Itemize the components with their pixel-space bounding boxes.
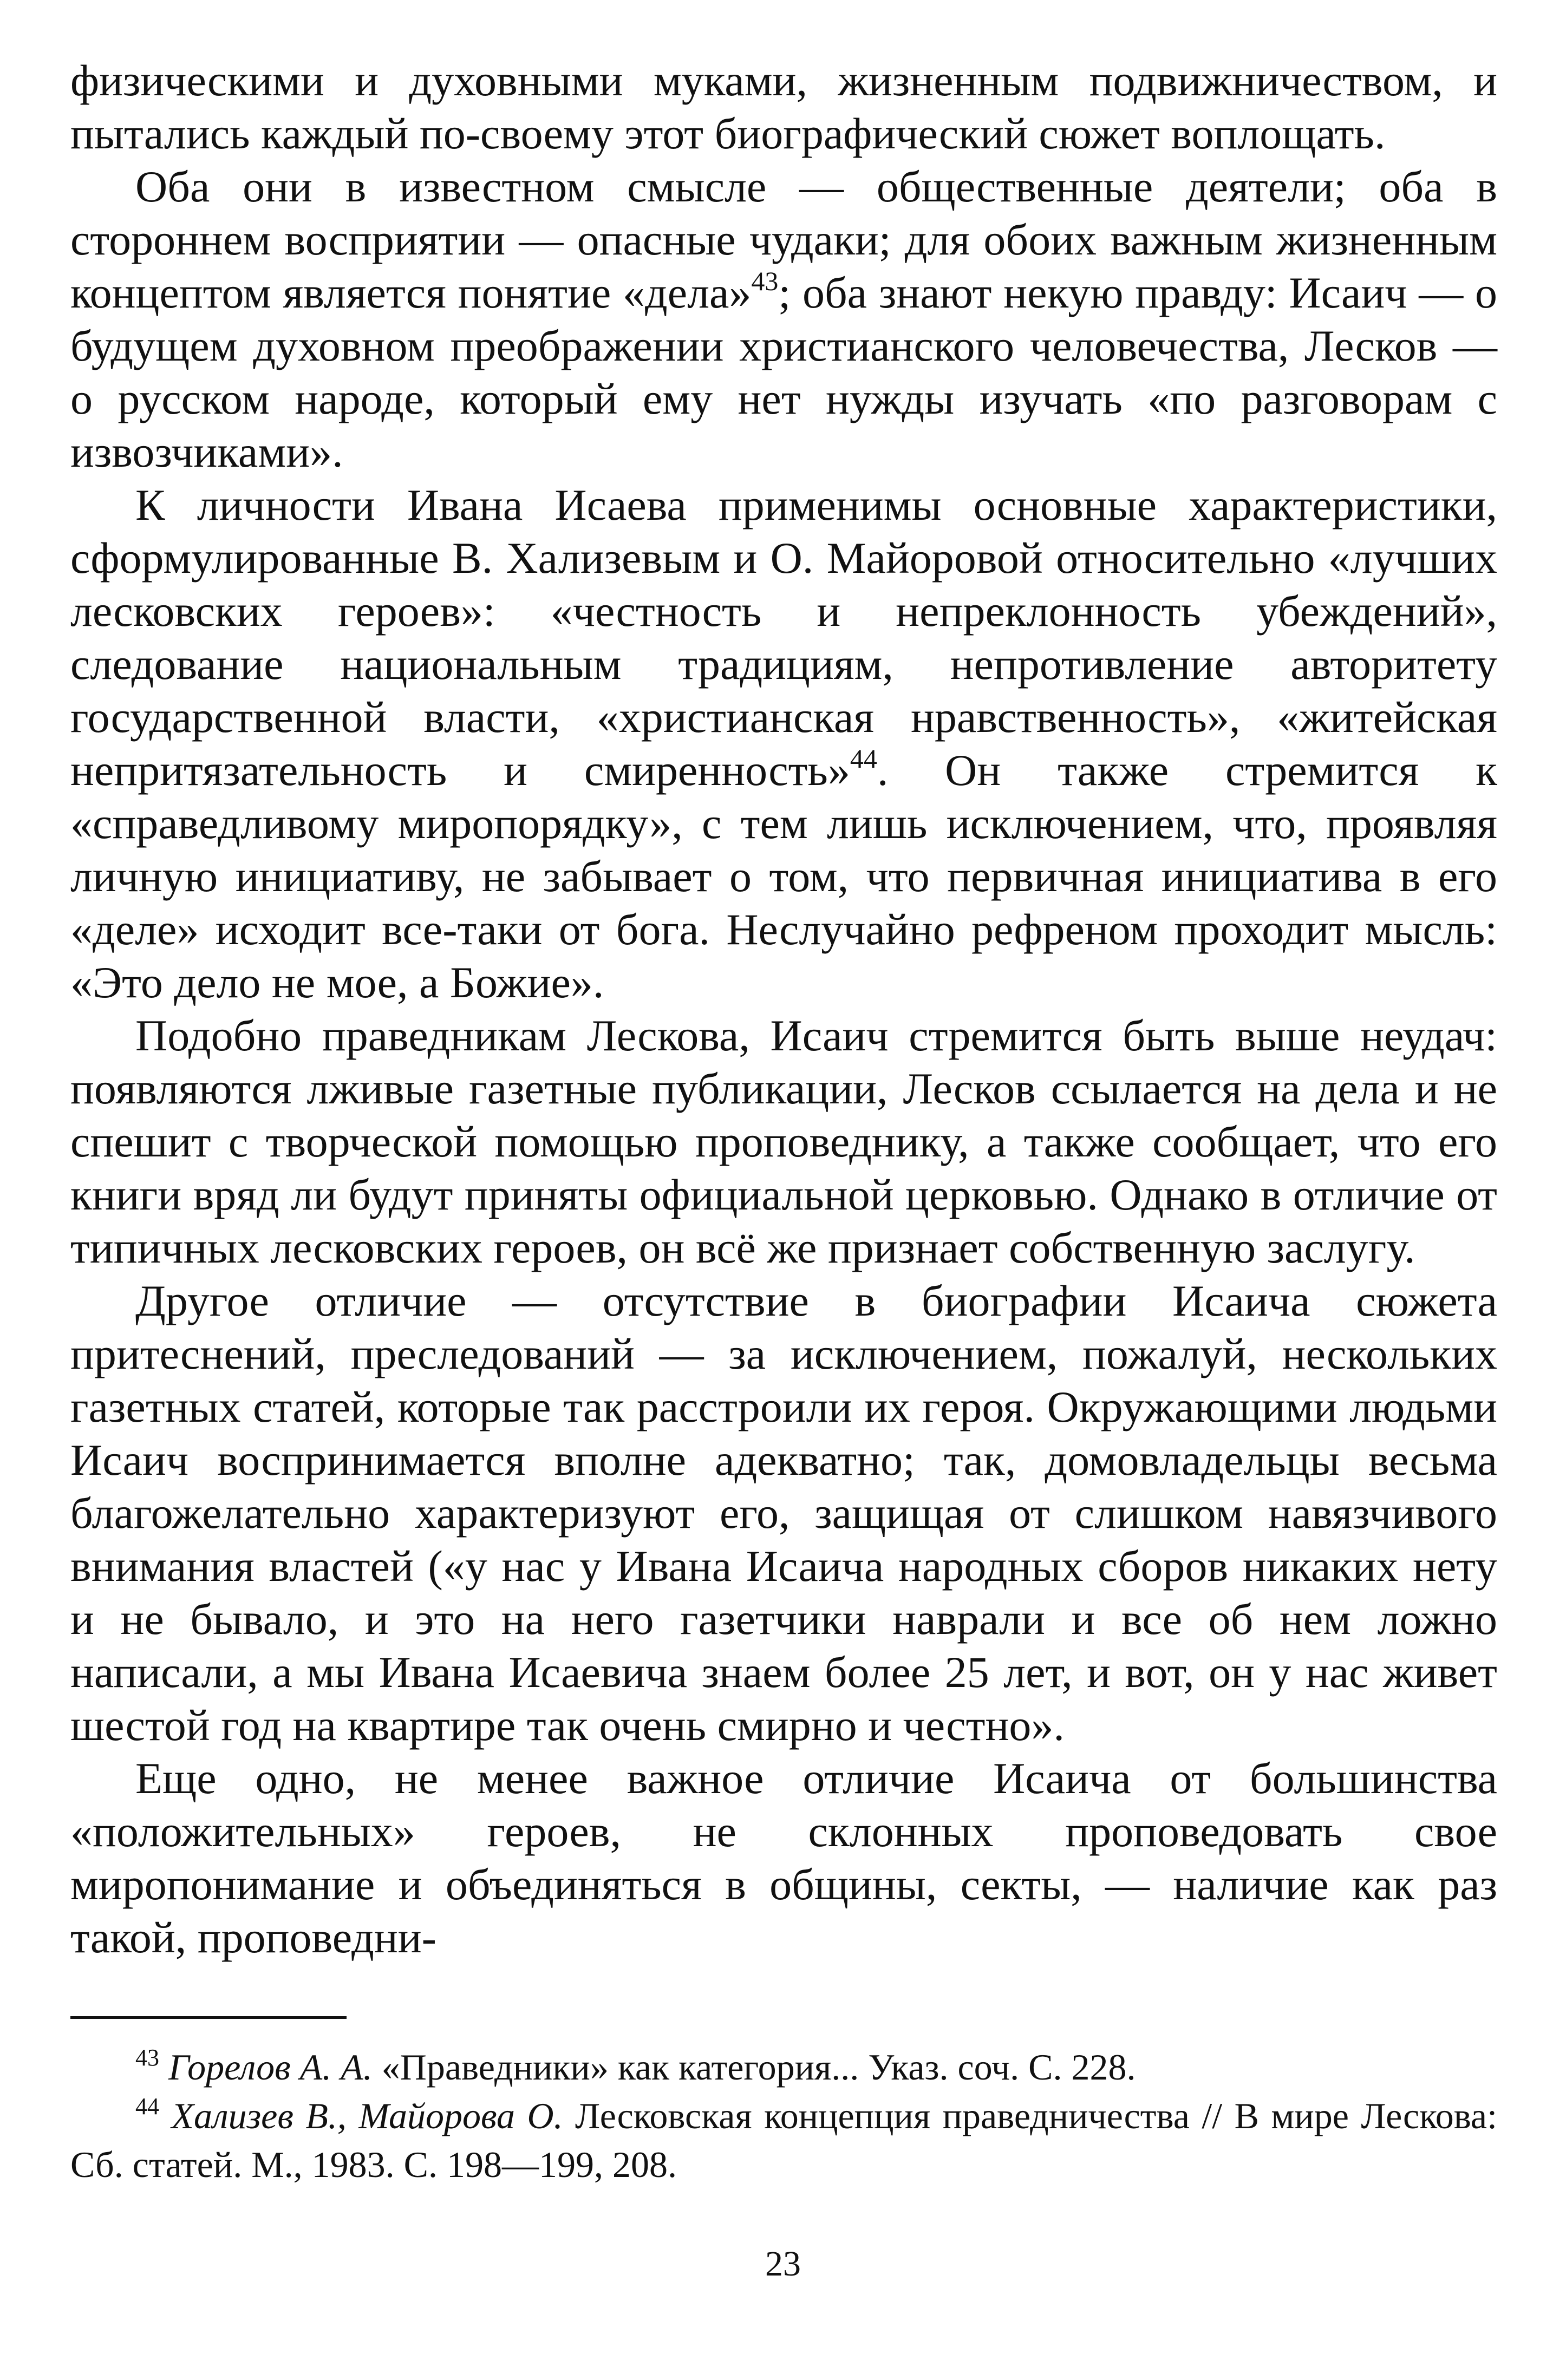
footnote-ref-43[interactable]: 43 [751,266,779,296]
paragraph-2 [70,160,1497,479]
footnote-44-author: Хализев В., Майорова О. [171,2095,563,2136]
paragraph-6-text: Еще одно, не менее важное отличие Исаича от большинства «положительных» героев, не склонных проповедовать свое миропонимание и объединяться в общины, секты, — наличие как раз такой, проповедни- [70,1754,1497,1962]
paragraph-5-text: Другое отличие — отсутствие в биографии Исаича сюжета притеснений, преследований — за исключением, пожалуй, нескольких газетных статей, которые так расстроили их героя. Окружающими людьми Исаич воспринимается вполне адекватно; так, домовладельцы весьма благожелательно характеризуют его, защищая от слишком навязчивого внимания властей («у нас у Ивана Исаича народных сборов никаких нету и не бывало, и это на него газетчики наврали и все об нем ложно написали, а мы Ивана Исаевича знаем более 25 лет, и вот, он у нас живет шестой год на квартире так очень смирно и честно». [70,1276,1497,1750]
footnote-43-author: Горелов А. А. [168,2046,373,2088]
paragraph-2-text-start: Оба они в известном смысле — общественные деятели; оба в стороннем восприятии — опасные чудаки; для обоих важным жизненным концептом является понятие «дела» [70,162,1497,317]
paragraph-4 [70,1009,1497,1274]
footnote-43-text: «Праведники» как категория... Указ. соч. С. 228. [372,2046,1136,2088]
paragraph-5 [70,1274,1497,1752]
paragraph-1 [70,54,1497,160]
paragraph-2-text-end: ; оба знают некую правду: Исаич — о будущем духовном преображении христианского человечества, Лесков — о русском народе, который ему нет нужды изучать «по разговорам с извозчиками». [70,268,1497,476]
paragraph-3-text-end: . Он также стремится к «справедливому миропорядку», с тем лишь исключением, что, проявляя личную инициативу, не забывает о том, что первичная инициатива в его «деле» исходит все-таки от бога. Неслучайно рефреном проходит мысль: «Это дело не мое, а Божие». [70,746,1497,1007]
footnote-44 [70,2091,1497,2189]
paragraph-3-text-start: К личности Ивана Исаева применимы основные характеристики, сформулированные В. Хализевым и О. Майоровой относительно «лучших лесковских героев»: «честность и непреклонность убеждений», следование национальным традициям, непротивление авторитету государственной власти, «христианская нравственность», «житейская непритязательность и смиренность» [70,480,1497,795]
page-number: 23 [765,2244,801,2284]
paragraph-1-text: физическими и духовными муками, жизненным подвижничеством, и пытались каждый по-своему этот биографический сюжет воплощать. [70,56,1497,158]
footnote-divider [70,2016,347,2019]
page-body [70,54,1497,2189]
footnote-44-number: 44 [135,2093,159,2120]
footnote-43-number: 43 [135,2044,159,2071]
paragraph-3 [70,479,1497,1009]
footnote-44-text: Лесковская концепция праведничества // В мире Лескова: Сб. статей. М., 1983. С. 198—199, 208. [70,2095,1497,2185]
footnote-ref-44[interactable]: 44 [850,743,877,774]
paragraph-4-text: Подобно праведникам Лескова, Исаич стремится быть выше неудач: появляются лживые газетные публикации, Лесков ссылается на дела и не спешит с творческой помощью проповеднику, а также сообщает, что его книги вряд ли будут приняты официальной церковью. Однако в отличие от типичных лесковских героев, он всё же признает собственную заслугу. [70,1011,1497,1272]
footnote-43 [70,2043,1497,2091]
paragraph-6 [70,1752,1497,1964]
